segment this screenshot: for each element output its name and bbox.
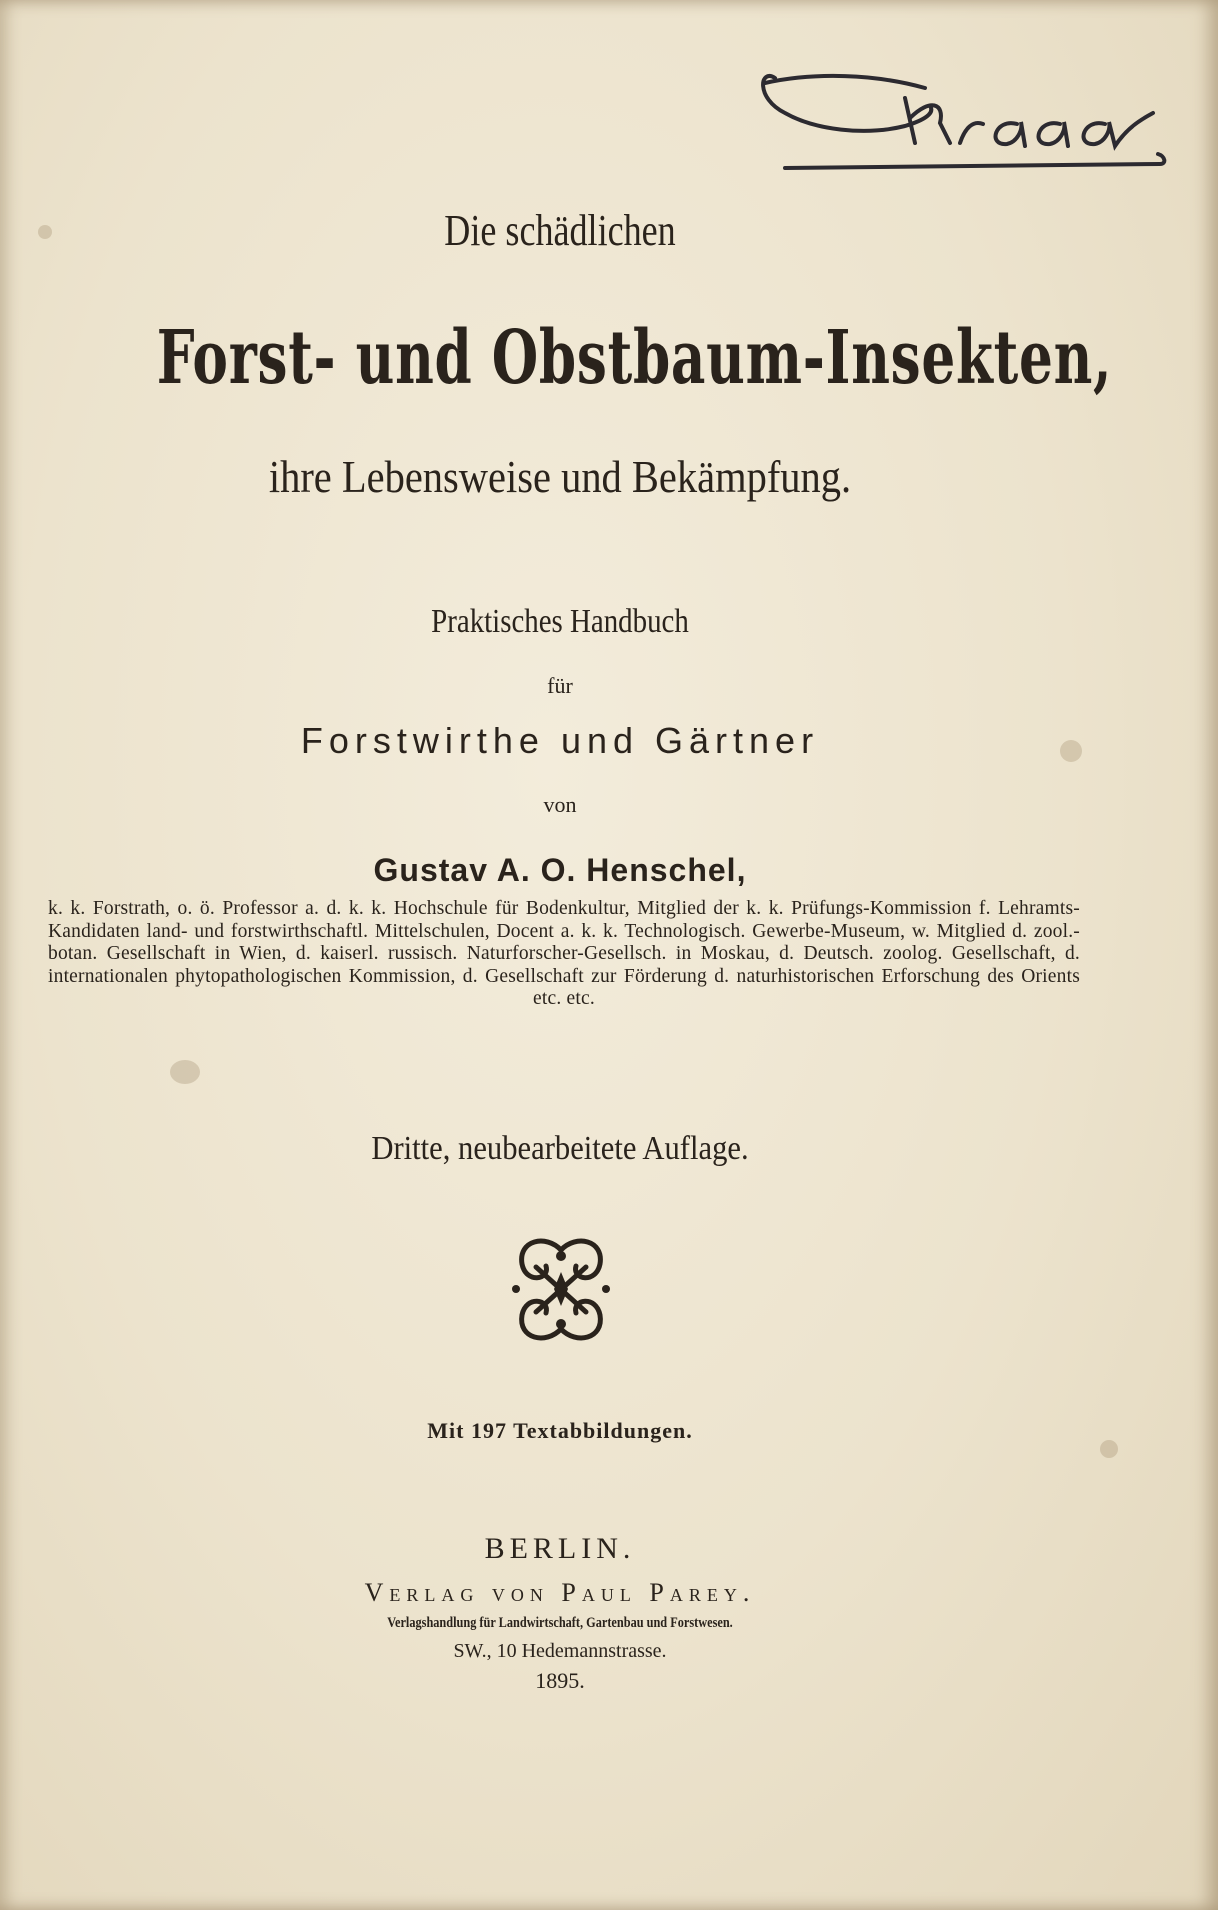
paper-speck <box>1060 740 1082 762</box>
audience-line: Forstwirthe und Gärtner <box>300 720 820 761</box>
publisher-address: SW., 10 Hedemannstrasse. <box>453 1640 667 1662</box>
paper-speck <box>38 225 52 239</box>
author-credentials: k. k. Forstrath, o. ö. Professor a. d. k. k. Hochschule für Bodenkultur, Mitglied der k. k. Prüfungs-Kommission f. Lehramts-Kandidaten land- und forstwirthschaftl. Mittelschulen, Docent a. k. k. Technologisch. Gewerbe-Museum, w. Mitglied d. zool.-botan. Gesellschaft in Wien, d. kaiserl. russisch. Naturforscher-Gesellsch. in Moskau, d. Deutsch. zoolog. Gesellschaft, d. internationalen phytopathologischen Kommission, d. Gesellschaft zur Förderung d. naturhistorischen Erforschung des Orients etc. etc. <box>48 898 1080 1009</box>
fleuron-ornament-icon <box>506 1232 616 1347</box>
publisher-name: Verlag von Paul Parey. <box>364 1578 756 1607</box>
handwritten-signature <box>755 58 1185 178</box>
publisher-city: BERLIN. <box>484 1532 636 1565</box>
publisher-description: Verlagshandlung für Landwirtschaft, Gartenbau und Forstwesen. <box>387 1615 733 1631</box>
handbook-line: Praktisches Handbuch <box>431 603 689 640</box>
illustrations-note: Mit 197 Textabbildungen. <box>427 1418 693 1443</box>
author-name: Gustav A. O. Henschel, <box>373 852 747 888</box>
subtitle: ihre Lebensweise und Bekämpfung. <box>268 451 852 502</box>
publication-year: 1895. <box>535 1668 585 1693</box>
fuer-line: für <box>547 673 573 698</box>
title-line-1: Die schädlichen <box>444 206 676 255</box>
paper-speck <box>170 1060 200 1084</box>
main-title: Forst- und Obstbaum-Insekten, <box>156 315 1113 401</box>
paper-speck <box>1100 1440 1118 1458</box>
von-line: von <box>543 792 577 817</box>
edition-line: Dritte, neubearbeitete Auflage. <box>371 1130 749 1167</box>
